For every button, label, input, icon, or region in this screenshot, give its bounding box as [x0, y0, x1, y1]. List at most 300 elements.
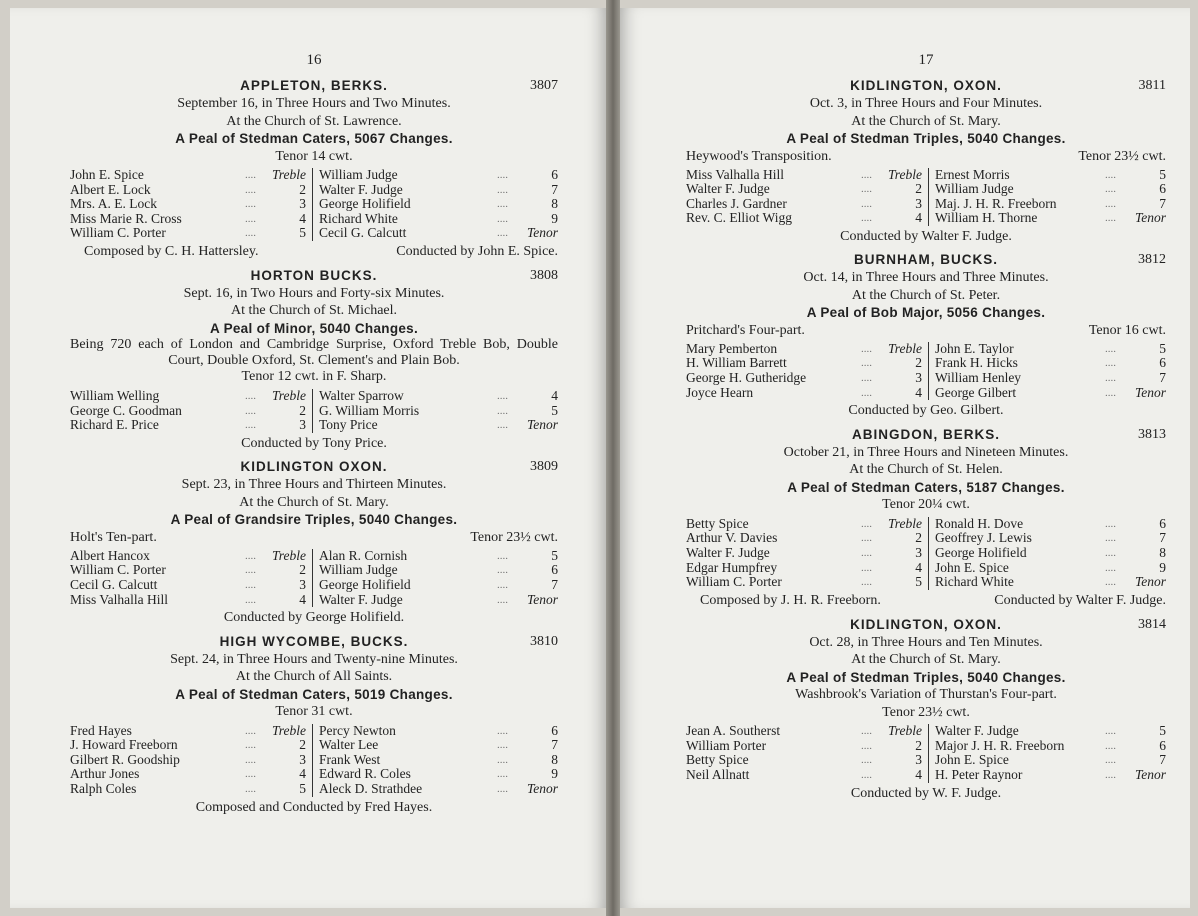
bell-number: Treble [887, 166, 922, 182]
ringer-row [686, 546, 922, 561]
peal-date: Oct. 28, in Three Hours and Ten Minutes. [809, 634, 1043, 650]
leader-dots: .... [861, 517, 872, 530]
peal-church: At the Church of St. Mary. [239, 494, 389, 510]
leader-dots: .... [861, 372, 872, 385]
leader-dots: .... [861, 754, 872, 767]
ringer-row [935, 724, 1166, 739]
ringer-row [935, 561, 1166, 576]
ringer-name: Edgar Humpfrey [686, 560, 778, 575]
book-gutter [606, 0, 620, 916]
peal-record [70, 633, 558, 816]
ringer-name: Walter F. Judge [686, 545, 770, 560]
leader-dots: .... [861, 532, 872, 545]
bell-number: 2 [915, 181, 922, 197]
bell-number: Treble [887, 723, 922, 739]
ringer-name: Ronald H. Dove [935, 516, 1024, 531]
leader-dots: .... [245, 212, 256, 225]
bell-number: Tenor [1134, 574, 1166, 590]
ringer-row [70, 578, 306, 593]
ringer-row [686, 197, 922, 212]
peal-composer: Composed by C. H. Hattersley. [84, 243, 259, 259]
leader-dots: .... [1105, 769, 1116, 781]
ringer-name: Edward R. Coles [319, 767, 411, 782]
ringer-row [319, 168, 558, 183]
peal-place: KIDLINGTON, OXON. [850, 616, 1002, 632]
bell-number: 9 [551, 210, 558, 226]
bell-number: 2 [915, 530, 922, 546]
leader-dots: .... [861, 576, 872, 589]
ringers-left-column [70, 724, 313, 797]
peal-heading [686, 77, 1166, 95]
peal-record [70, 77, 558, 261]
ringer-row [686, 724, 922, 739]
bell-number: 6 [1159, 515, 1166, 531]
leader-dots: .... [245, 739, 256, 752]
ringer-name: Ernest Morris [935, 167, 1010, 182]
ringer-row [686, 768, 922, 783]
bell-number: 5 [1159, 723, 1166, 739]
leader-dots: .... [497, 549, 508, 562]
bell-number: 8 [551, 751, 558, 767]
bell-number: 6 [1159, 181, 1166, 197]
ringer-row [70, 724, 306, 739]
ringer-row [686, 753, 922, 768]
bell-number: 2 [299, 737, 306, 753]
peal-number: 3812 [1138, 252, 1166, 268]
leader-dots: .... [497, 198, 508, 211]
peal-heading [70, 633, 558, 651]
ringers-band [70, 724, 558, 797]
right-page [620, 8, 1190, 908]
ringer-row [935, 531, 1166, 546]
ringer-row [935, 575, 1166, 590]
peal-conductor: Conducted by Tony Price. [241, 435, 387, 451]
peal-heading [686, 251, 1166, 269]
leader-dots: .... [245, 753, 256, 766]
peal-number: 3814 [1138, 616, 1166, 632]
ringers-left-column [70, 389, 313, 433]
ringers-right-column [313, 168, 558, 241]
peal-place: KIDLINGTON, OXON. [850, 78, 1002, 93]
peal-church: At the Church of All Saints. [235, 669, 393, 685]
leader-dots: .... [861, 769, 872, 781]
ringer-row [935, 356, 1166, 371]
bell-number: 2 [299, 181, 306, 197]
bell-number: Tenor [1134, 210, 1166, 226]
bell-number: 8 [1159, 544, 1166, 560]
peal-conductor: Conducted by Walter F. Judge. [840, 228, 1012, 244]
bell-number: 4 [299, 210, 306, 226]
bell-number: 7 [1159, 530, 1166, 546]
ringer-row [319, 418, 558, 433]
leader-dots: .... [497, 389, 508, 402]
ringer-row [319, 183, 558, 198]
peal-conductor: Conducted by John E. Spice. [396, 243, 558, 259]
ringer-row [70, 183, 306, 198]
peal-place: BURNHAM, BUCKS. [854, 252, 998, 268]
leader-dots: .... [497, 724, 508, 737]
peal-date: Sept. 16, in Two Hours and Forty-six Minutes. [183, 285, 445, 301]
leader-dots: .... [245, 227, 256, 240]
bell-number: 3 [915, 544, 922, 560]
peal-church: At the Church of St. Mary. [851, 113, 1001, 129]
bell-number: 3 [299, 576, 306, 592]
ringer-name: Walter F. Judge [319, 182, 403, 197]
peal-title: A Peal of Stedman Caters, 5187 Changes. [787, 479, 1065, 495]
ringer-row [686, 182, 922, 197]
ringer-row [319, 549, 558, 564]
ringer-name: William Judge [935, 182, 1014, 197]
peal-church: At the Church of St. Mary. [851, 652, 1001, 668]
leader-dots: .... [497, 578, 508, 591]
bell-number: Tenor [526, 225, 558, 241]
peal-tenor: Tenor 23½ cwt. [470, 529, 558, 545]
leader-dots: .... [497, 183, 508, 196]
bell-number: 4 [299, 591, 306, 607]
ringer-row [319, 226, 558, 241]
ringer-row [319, 782, 558, 797]
ringer-name: Walter F. Judge [935, 724, 1019, 739]
ringers-right-column [313, 549, 558, 607]
peal-date: Sept. 23, in Three Hours and Thirteen Minutes. [181, 477, 447, 493]
leader-dots: .... [1105, 546, 1116, 559]
peal-composition: Holt's Ten-part. [70, 529, 157, 545]
leader-dots: .... [497, 753, 508, 766]
peal-footer [70, 243, 558, 261]
ringer-row [935, 768, 1166, 783]
bell-number: 5 [1159, 340, 1166, 356]
peal-composition: Pritchard's Four-part. [686, 322, 805, 338]
peal-title: A Peal of Stedman Triples, 5040 Changes. [786, 131, 1066, 146]
peal-record [686, 251, 1166, 419]
ringer-name: Walter F. Judge [686, 182, 770, 197]
peal-date: September 16, in Three Hours and Two Minutes. [177, 96, 451, 111]
peal-title: A Peal of Stedman Caters, 5067 Changes. [175, 131, 453, 146]
peal-heading [70, 267, 558, 285]
peal-tenor: Tenor 16 cwt. [1088, 322, 1166, 338]
leader-dots: .... [1105, 532, 1116, 545]
leader-dots: .... [245, 593, 256, 606]
peal-record [686, 77, 1166, 245]
bell-number: 6 [1159, 355, 1166, 371]
peal-conductor: Composed and Conducted by Fred Hayes. [195, 799, 433, 815]
ringer-name: Richard White [935, 575, 1014, 590]
peal-tenor: Tenor 31 cwt. [275, 704, 353, 720]
peal-heading [70, 77, 558, 95]
ringer-name: William H. Thorne [935, 211, 1038, 226]
leader-dots: .... [861, 183, 872, 196]
leader-dots: .... [861, 725, 872, 738]
left-page-content [70, 8, 558, 822]
leader-dots: .... [245, 564, 256, 577]
peal-title: A Peal of Stedman Caters, 5019 Changes. [175, 686, 453, 702]
ringer-row [935, 168, 1166, 183]
ringers-left-column [70, 549, 313, 607]
leader-dots: .... [1105, 183, 1116, 196]
ringer-row [319, 578, 558, 593]
leader-dots: .... [1105, 386, 1116, 399]
ringer-name: Richard E. Price [70, 418, 159, 433]
bell-number: 5 [299, 781, 306, 796]
peal-church: At the Church of St. Michael. [230, 303, 398, 319]
bell-number: 2 [915, 737, 922, 753]
bell-number: 3 [299, 417, 306, 433]
peal-title: A Peal of Stedman Triples, 5040 Changes. [786, 669, 1066, 685]
ringer-name: Cecil G. Calcutt [70, 577, 158, 592]
ringer-row [70, 738, 306, 753]
ringer-name: Betty Spice [686, 753, 749, 768]
peal-footer [686, 592, 1166, 610]
peal-heading [686, 616, 1166, 634]
ringer-name: Betty Spice [686, 516, 749, 531]
ringer-name: John E. Taylor [935, 341, 1014, 356]
peal-number: 3808 [530, 267, 558, 283]
ringer-name: Joyce Hearn [686, 385, 754, 400]
ringer-row [935, 371, 1166, 386]
ringer-name: William C. Porter [70, 563, 166, 578]
composition-tenor-row [70, 529, 558, 546]
ringers-left-column [686, 342, 929, 400]
leader-dots: .... [861, 197, 872, 210]
peal-place: KIDLINGTON OXON. [240, 459, 388, 475]
peal-number: 3807 [530, 78, 558, 93]
ringer-name: Miss Valhalla Hill [70, 592, 169, 607]
ringer-row [686, 739, 922, 754]
bell-number: Treble [271, 167, 306, 182]
ringer-name: J. Howard Freeborn [70, 738, 178, 753]
bell-number: Treble [887, 515, 922, 531]
ringers-left-column [686, 517, 929, 590]
ringer-row [70, 767, 306, 782]
ringer-row [319, 767, 558, 782]
leader-dots: .... [245, 549, 256, 562]
ringer-name: Walter Lee [319, 738, 379, 753]
ringer-row [319, 197, 558, 212]
peal-conductor: Conducted by W. F. Judge. [850, 785, 1002, 801]
leader-dots: .... [861, 168, 872, 181]
bell-number: Treble [271, 722, 306, 738]
leader-dots: .... [861, 212, 872, 225]
right-page-content [686, 8, 1166, 808]
ringer-row [935, 182, 1166, 197]
ringers-right-column [313, 389, 558, 433]
ringer-row [70, 593, 306, 608]
ringer-name: William C. Porter [70, 226, 166, 241]
ringers-band [70, 389, 558, 433]
ringer-row [70, 404, 306, 419]
peal-composer: Composed by J. H. R. Freeborn. [700, 592, 881, 608]
bell-number: Treble [271, 547, 306, 563]
leader-dots: .... [1105, 725, 1116, 738]
ringer-name: Miss Valhalla Hill [686, 167, 785, 182]
ringer-row [319, 753, 558, 768]
bell-number: 6 [551, 562, 558, 578]
peal-conductor: Conducted by Geo. Gilbert. [848, 403, 1004, 419]
bell-number: 5 [299, 225, 306, 241]
left-page [10, 8, 606, 908]
leader-dots: .... [497, 739, 508, 752]
ringer-row [686, 386, 922, 401]
ringer-name: Major J. H. R. Freeborn [935, 738, 1065, 753]
bell-number: 5 [915, 574, 922, 590]
peal-church: At the Church of St. Peter. [851, 287, 1001, 303]
ringer-name: George C. Goodman [70, 403, 182, 418]
peal-heading [70, 458, 558, 476]
ringer-name: Albert E. Lock [70, 182, 151, 197]
peal-number: 3810 [530, 633, 558, 649]
ringer-row [935, 386, 1166, 401]
peal-number: 3813 [1138, 426, 1166, 442]
peal-number: 3809 [530, 459, 558, 475]
ringer-name: H. Peter Raynor [935, 768, 1023, 782]
ringer-name: William C. Porter [686, 575, 782, 590]
ringer-name: Neil Allnatt [686, 768, 750, 782]
ringer-row [319, 212, 558, 227]
bell-number: 4 [299, 766, 306, 782]
ringer-row [319, 389, 558, 404]
ringers-band [686, 724, 1166, 782]
ringer-name: William Porter [686, 738, 767, 753]
ringer-name: Miss Marie R. Cross [70, 211, 182, 226]
ringer-row [935, 197, 1166, 212]
ringer-name: Frank West [319, 752, 381, 767]
peal-tenor: Tenor 14 cwt. [275, 148, 353, 164]
ringer-name: Frank H. Hicks [935, 356, 1018, 371]
ringer-name: Tony Price [319, 418, 378, 433]
ringer-name: George Holifield [319, 197, 411, 212]
ringers-left-column [686, 168, 929, 226]
leader-dots: .... [245, 198, 256, 211]
leader-dots: .... [861, 342, 872, 355]
ringer-row [70, 212, 306, 227]
ringer-row [686, 561, 922, 576]
bell-number: 7 [1159, 195, 1166, 211]
peal-composition: Washbrook's Variation of Thurstan's Four-part. [795, 687, 1057, 703]
leader-dots: .... [1105, 342, 1116, 355]
ringer-name: George Holifield [935, 545, 1027, 560]
ringer-row [319, 724, 558, 739]
ringer-row [70, 549, 306, 564]
ringer-name: William Welling [70, 388, 160, 403]
peal-title: A Peal of Grandsire Triples, 5040 Changes. [170, 512, 458, 528]
ringer-name: Mary Pemberton [686, 341, 778, 356]
bell-number: 7 [551, 737, 558, 753]
ringers-band [70, 549, 558, 607]
peal-date: October 21, in Three Hours and Nineteen Minutes. [783, 444, 1069, 460]
ringer-name: Albert Hancox [70, 548, 150, 563]
peal-date: Oct. 3, in Three Hours and Four Minutes. [809, 96, 1043, 111]
leader-dots: .... [497, 404, 508, 417]
ringer-name: Arthur V. Davies [686, 531, 778, 546]
ringers-left-column [70, 168, 313, 241]
peal-number: 3811 [1138, 78, 1166, 93]
peal-tenor: Tenor 20¼ cwt. [882, 497, 970, 513]
ringer-name: Jean A. Southerst [686, 724, 781, 739]
ringer-name: G. William Morris [319, 403, 420, 418]
leader-dots: .... [861, 546, 872, 559]
ringer-name: H. William Barrett [686, 356, 787, 371]
ringer-name: Cecil G. Calcutt [319, 226, 407, 241]
peal-record [686, 426, 1166, 610]
ringer-row [70, 753, 306, 768]
leader-dots: .... [245, 169, 256, 181]
page-number: 17 [918, 52, 934, 68]
ringers-right-column [929, 724, 1166, 782]
ringer-row [70, 389, 306, 404]
peal-tenor: Tenor 23½ cwt. [1078, 148, 1166, 164]
leader-dots: .... [245, 419, 256, 432]
ringer-name: George Gilbert [935, 385, 1017, 400]
peal-composition: Heywood's Transposition. [686, 148, 832, 164]
ringer-name: Percy Newton [319, 723, 396, 738]
bell-number: Tenor [526, 591, 558, 607]
bell-number: Treble [887, 340, 922, 356]
ringer-name: William Henley [935, 371, 1022, 386]
peal-place: HORTON BUCKS. [250, 267, 378, 283]
ringer-row [686, 356, 922, 371]
ringer-name: Fred Hayes [70, 723, 132, 738]
ringer-name: William Judge [319, 168, 398, 182]
ringer-row [686, 211, 922, 226]
bell-number: 7 [1159, 752, 1166, 768]
leader-dots: .... [497, 419, 508, 432]
bell-number: Tenor [1134, 384, 1166, 400]
leader-dots: .... [497, 169, 508, 181]
leader-dots: .... [497, 783, 508, 795]
peal-conductor: Conducted by Walter F. Judge. [994, 592, 1166, 608]
ringer-name: Arthur Jones [70, 767, 140, 782]
peal-date: Sept. 24, in Three Hours and Twenty-nine Minutes. [170, 651, 458, 667]
ringer-name: George H. Gutheridge [686, 371, 807, 386]
leader-dots: .... [497, 768, 508, 781]
ringer-row [935, 517, 1166, 532]
leader-dots: .... [1105, 561, 1116, 574]
bell-number: 3 [915, 195, 922, 211]
peal-conductor: Conducted by George Holifield. [223, 610, 405, 626]
ringer-name: John E. Spice [935, 753, 1009, 768]
ringer-name: Mrs. A. E. Lock [70, 197, 157, 212]
peal-description: Being 720 each of London and Cambridge Surprise, Oxford Treble Bob, Double Court, Double Oxford, St. Clement's and Plain Bob. [70, 337, 558, 368]
ringers-right-column [929, 342, 1166, 400]
leader-dots: .... [497, 227, 508, 240]
ringer-name: Alan R. Cornish [319, 548, 408, 563]
ringer-row [686, 342, 922, 357]
ringer-row [686, 575, 922, 590]
bell-number: 3 [299, 196, 306, 212]
composition-tenor-row [686, 148, 1166, 165]
peal-place: HIGH WYCOMBE, BUCKS. [219, 633, 409, 649]
bell-number: 6 [551, 167, 558, 182]
leader-dots: .... [861, 386, 872, 399]
composition-tenor-row [686, 322, 1166, 339]
ringer-name: Walter F. Judge [319, 592, 403, 607]
ringer-name: William Judge [319, 563, 398, 578]
ringers-band [686, 168, 1166, 226]
ringers-band [686, 342, 1166, 400]
bell-number: Tenor [1134, 767, 1166, 782]
leader-dots: .... [497, 212, 508, 225]
ringers-band [686, 517, 1166, 590]
bell-number: 5 [1159, 166, 1166, 182]
leader-dots: .... [245, 724, 256, 737]
peal-church: At the Church of St. Helen. [849, 462, 1003, 478]
page-number: 16 [306, 52, 322, 68]
bell-number: Tenor [526, 781, 558, 796]
ringers-right-column [313, 724, 558, 797]
leader-dots: .... [1105, 372, 1116, 385]
bell-number: 6 [1159, 737, 1166, 753]
leader-dots: .... [1105, 517, 1116, 530]
